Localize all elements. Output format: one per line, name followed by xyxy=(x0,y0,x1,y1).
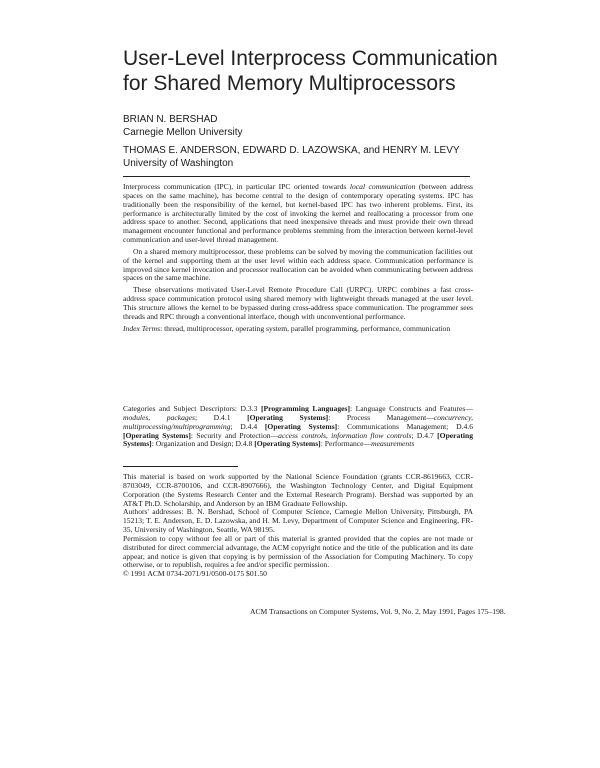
authors-addresses: Authors' addresses: B. N. Bershad, School of Computer Science, Carnegie Mellon University, Pittsburgh, PA 15213; T. E. Anderson, E. D. Lazowska, and H. M. Levy, Department of Computer Science and Engineering, FR-35, University of Washington, Seattle, WA 98195. xyxy=(123,507,473,535)
funding-note: This material is based on work supported by the National Science Foundation (grants CCR-8619663, CCR-8703049, CCR-8700106, and CCR-8907666), the Washington Technology Center, and Digital Equipment Corporation (the Systems Research Center and the External Research Program). Bershad was supported by an AT&T Ph.D. Scholarship, and Anderson by an IBM Graduate Fellowship. xyxy=(123,472,473,508)
abstract-paragraph-3: These observations motivated User-Level Remote Procedure Call (URPC). URPC combines a fast cross-address space communication protocol using shared memory with lightweight threads managed at the user level. This structure allows the kernel to be bypassed during cross-address space communication. The programmer sees threads and RPC through a conventional interface, though with unconventional performance. xyxy=(123,285,473,321)
affiliation-cmu: Carnegie Mellon University xyxy=(123,127,243,138)
abstract xyxy=(123,183,473,337)
copyright-line: © 1991 ACM 0734-2071/91/0500-0175 $01.50 xyxy=(123,569,267,579)
abstract-paragraph-1: Interprocess communication (IPC), in particular IPC oriented towards local communication (between address spaces on the same machine), has become central to the design of contemporary operating systems. IPC has traditionally been the responsibility of the kernel, but kernel-based IPC has two inherent problems. First, its performance is architecturally limited by the cost of invoking the kernel and reallocating a processor from one address space to another. Second, applications that need inexpensive threads and must provide their own thread management encounter functional and performance problems stemming from the interaction between kernel-level communication and user-level thread management. xyxy=(123,182,473,245)
affiliation-uw: University of Washington xyxy=(123,158,234,169)
abstract-top-rule xyxy=(123,176,470,177)
author-bershad: BRIAN N. BERSHAD xyxy=(123,114,218,125)
authors-uw: THOMAS E. ANDERSON, EDWARD D. LAZOWSKA, and HENRY M. LEVY xyxy=(123,145,460,156)
title-line-2: for Shared Memory Multiprocessors xyxy=(123,72,456,95)
footnotes xyxy=(123,473,473,579)
paper-title xyxy=(123,46,543,96)
abstract-paragraph-2: On a shared memory multiprocessor, these problems can be solved by moving the communication facilities out of the kernel and supporting them at the user level within each address space. Communication performance is improved since kernel invocation and processor reallocation can be avoided when communicating between address spaces on the same machine. xyxy=(123,246,473,283)
journal-citation: ACM Transactions on Computer Systems, Vol. 9, No. 2, May 1991, Pages 175–198. xyxy=(250,607,506,616)
permission-note: Permission to copy without fee all or part of this material is granted provided that the copies are not made or distributed for direct commercial advantage, the ACM copyright notice and the title of the publication and its date appear, and notice is given that copying is by permission of the Association for Computing Machinery. To copy otherwise, or to republish, requires a fee and/or specific permission. xyxy=(123,533,473,570)
footnote-rule xyxy=(123,466,238,467)
title-line-1: User-Level Interprocess Communication xyxy=(123,47,498,70)
categories-and-subject-descriptors: Categories and Subject Descriptors: D.3.3 [Programming Languages]: Language Constructs and Features—modules, packages; D.4.1 [Operating Systems]: Process Management—concurrency, multiprocessing/multiprogramming; D.4.4 [Operating Systems]: Communications Management; D.4.6 [Operating Systems]: Security and Protection—access controls, information flow controls; D.4.7 [Operating Systems]: Organization and Design; D.4.8 [Operating Systems]: Performance—measurements xyxy=(123,404,473,449)
index-terms: Index Terms: thread, multiprocessor, operating system, parallel programming, performance, communication xyxy=(123,323,451,333)
